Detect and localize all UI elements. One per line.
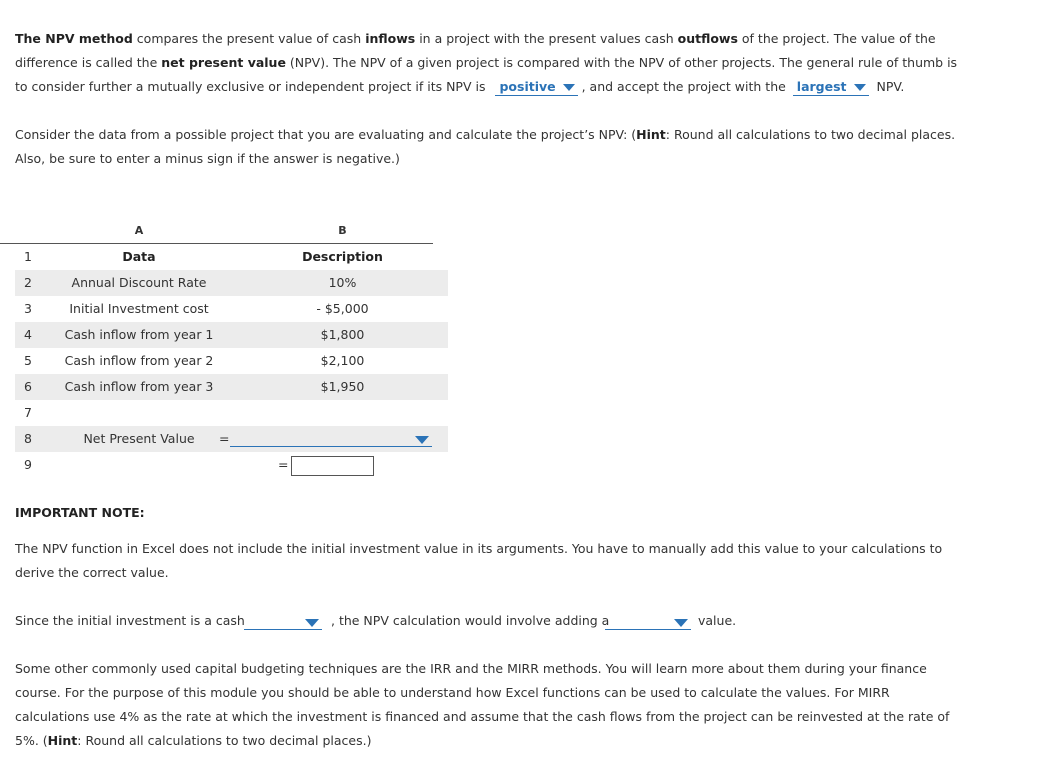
important-note xyxy=(15,501,1030,525)
chevron-down-icon xyxy=(854,84,866,91)
table-row: 6 Cash inflow from year 3 $1,950 xyxy=(15,374,448,400)
intro-paragraph: The NPV method compares the present value of cash inflows in a project with the present values cash outflows of the project. The value of the difference is called the net present value (NPV). The NPV of a given project is compared with the NPV of other projects. The general rule of thumb is to consider further a mutually exclusive or independent project if its NPV is positive , and accept the project with the largest NPV. xyxy=(15,31,958,94)
since-text-2: , the NPV calculation would involve adding a xyxy=(331,613,610,628)
npv-formula-dropdown[interactable] xyxy=(230,430,432,447)
other-techniques-paragraph: Some other commonly used capital budgeting techniques are the IRR and the MIRR methods. You will learn more about them during your finance course. For the purpose of this module you should be able to understand how Excel functions can be used to calculate the values. For MIRR calculations use 4% as the rate at which the investment is financed and assume that the cash flows from the project can be reinvested at the rate of 5%. (Hint: Round all calculations to two decimal places.) xyxy=(15,661,950,748)
note-paragraph: The NPV function in Excel does not include the initial investment value in its arguments. You have to manually add this value to your calculations to derive the correct value. xyxy=(15,541,943,580)
chevron-down-icon xyxy=(563,84,575,91)
table-row: 4 Cash inflow from year 1 $1,800 xyxy=(15,322,448,348)
table-row: 2 Annual Discount Rate 10% xyxy=(15,270,448,296)
table-row: 9 = xyxy=(15,452,448,478)
npv-sign-dropdown[interactable]: positive xyxy=(495,79,577,96)
npv-rank-dropdown[interactable]: largest xyxy=(793,79,869,96)
table-row: 5 Cash inflow from year 2 $2,100 xyxy=(24,353,365,368)
table-row: 1 Data Description xyxy=(24,249,383,264)
chevron-down-icon xyxy=(305,619,319,627)
instructions-paragraph: Consider the data from a possible project that you are evaluating and calculate the project’s NPV: (Hint: Round all calculations to two decimal places. Also, be sure to enter a minus sign if the answer is negative.) xyxy=(15,127,956,166)
column-header-row: A B xyxy=(134,224,347,237)
note-title: IMPORTANT NOTE: xyxy=(15,505,145,520)
header-divider xyxy=(0,243,433,244)
chevron-down-icon xyxy=(674,619,688,627)
value-sign-dropdown[interactable] xyxy=(605,613,691,630)
chevron-down-icon xyxy=(415,436,429,444)
since-text: Since the initial investment is a cash xyxy=(15,613,245,628)
table-row: 3 Initial Investment cost - $5,000 xyxy=(24,301,369,316)
npv-term: net present value xyxy=(161,55,286,70)
npv-spreadsheet xyxy=(15,218,448,478)
npv-answer-input[interactable] xyxy=(291,456,374,476)
table-row-npv: 8 Net Present Value = xyxy=(15,426,448,452)
npv-method-term: The NPV method xyxy=(15,31,133,46)
table-row: 7 xyxy=(24,405,32,420)
since-text-3: value. xyxy=(698,613,737,628)
cash-flow-type-dropdown[interactable] xyxy=(244,613,322,630)
